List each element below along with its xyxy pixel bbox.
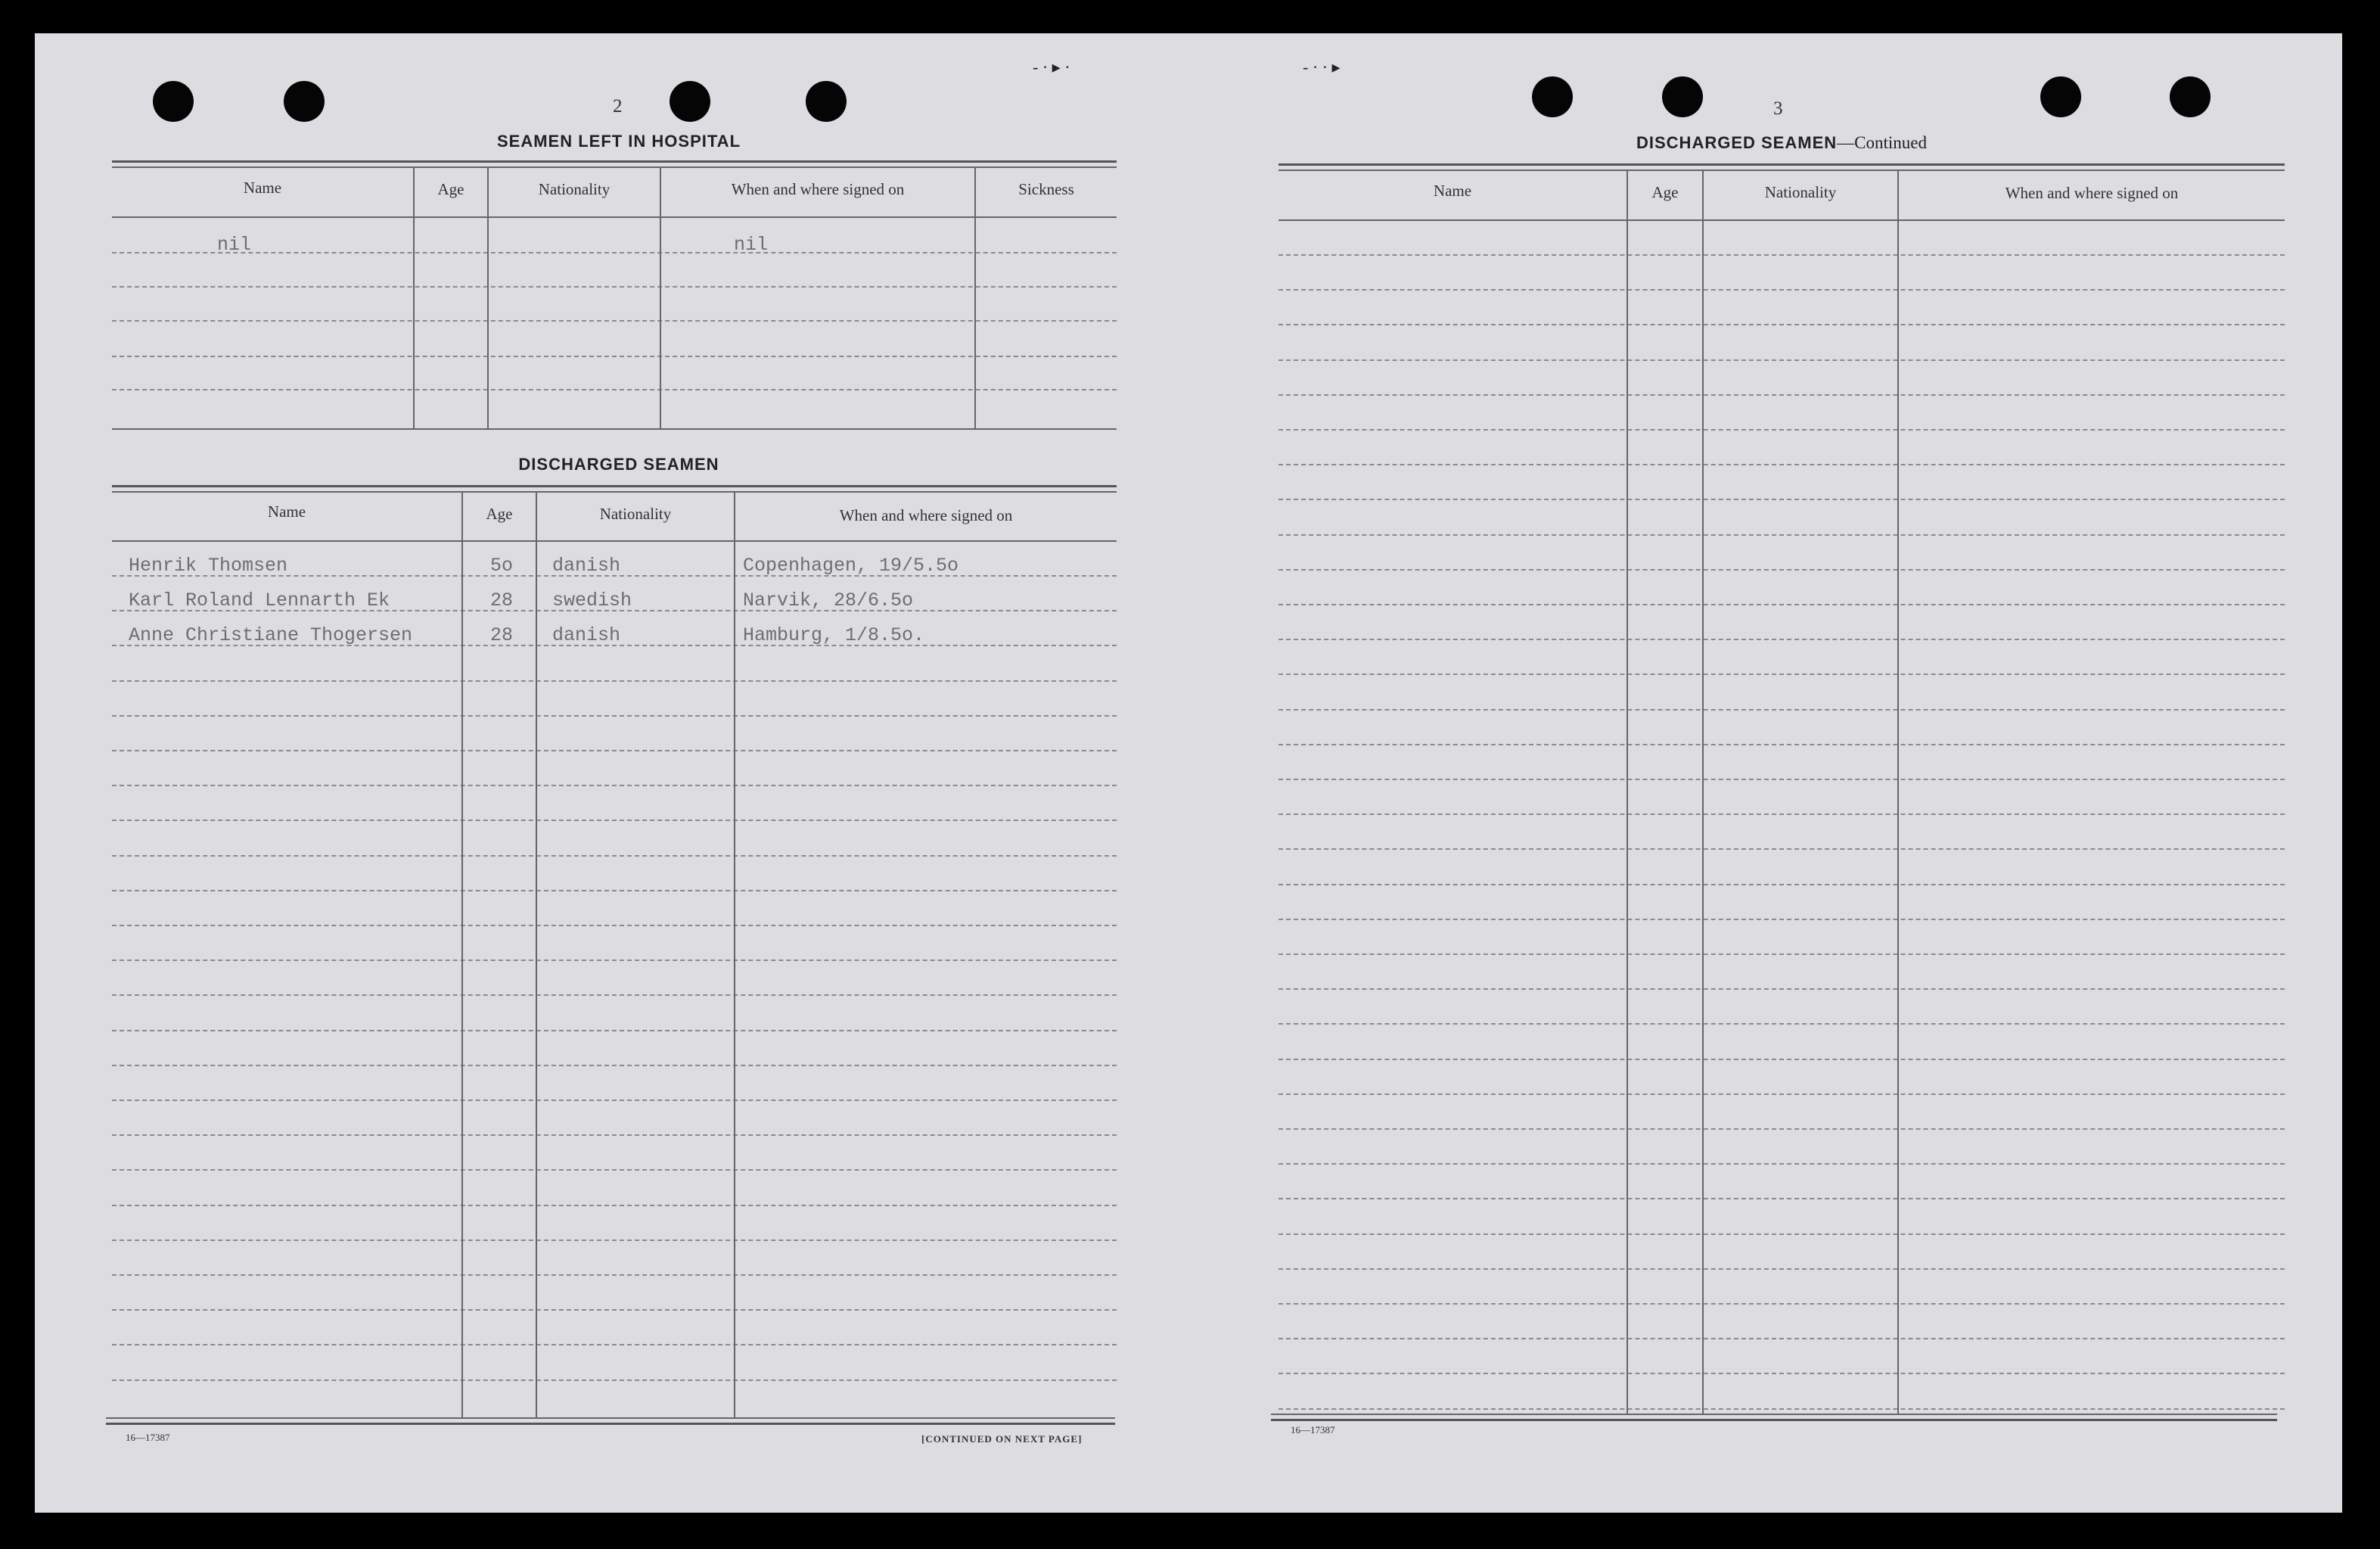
ruled-line xyxy=(1279,324,2285,325)
right-col-nationality: Nationality xyxy=(1764,183,1837,201)
seaman-row-3-nationality: danish xyxy=(552,624,621,646)
ruled-line xyxy=(112,960,1117,961)
continued-note: [CONTINUED ON NEXT PAGE] xyxy=(921,1433,1083,1445)
punch-hole xyxy=(284,81,325,122)
discharged-col-signed-on: When and where signed on xyxy=(839,506,1013,524)
punch-hole xyxy=(153,81,194,122)
seaman-row-2-signed-on: Narvik, 28/6.5o xyxy=(743,589,914,611)
hospital-row-signed-on: nil xyxy=(734,234,769,256)
ruled-line xyxy=(1279,988,2285,990)
page-number: 2 xyxy=(613,96,623,117)
ruled-line xyxy=(1279,953,2285,955)
ruled-line xyxy=(1279,1268,2285,1270)
ruled-line xyxy=(112,1309,1117,1311)
ruled-line xyxy=(1279,1408,2285,1410)
ruled-line xyxy=(112,680,1117,682)
ruled-line xyxy=(1279,1373,2285,1374)
discharged-continued-title xyxy=(1279,133,2285,153)
seaman-row-2-age: 28 xyxy=(490,589,514,611)
ruled-line xyxy=(1279,1023,2285,1025)
punch-hole xyxy=(2040,76,2081,117)
page-number: 3 xyxy=(1773,98,1783,119)
ruled-line xyxy=(1279,1093,2285,1095)
ruled-line xyxy=(112,715,1117,717)
seaman-row-1-name: Henrik Thomsen xyxy=(129,555,288,577)
ruled-line xyxy=(1279,1303,2285,1305)
ruled-line xyxy=(112,1240,1117,1241)
punch-hole xyxy=(2170,76,2211,117)
hospital-section-title: SEAMEN LEFT IN HOSPITAL xyxy=(496,132,741,151)
discharged-col-nationality: Nationality xyxy=(599,505,672,523)
ruled-line xyxy=(1279,1163,2285,1165)
ruled-line xyxy=(1279,779,2285,780)
ruled-line xyxy=(1279,464,2285,465)
seaman-row-3-age: 28 xyxy=(490,624,514,646)
form-number: 16—17387 xyxy=(1291,1424,1335,1435)
right-col-name: Name xyxy=(1433,182,1472,200)
seaman-row-1-age: 5o xyxy=(490,555,514,577)
ruled-line xyxy=(112,1344,1117,1345)
ruled-line xyxy=(112,855,1117,857)
ruled-line xyxy=(1279,499,2285,500)
ruled-line xyxy=(1279,289,2285,291)
seaman-row-2-name: Karl Roland Lennarth Ek xyxy=(129,589,390,611)
ruled-line xyxy=(1279,848,2285,850)
ruled-line xyxy=(1279,1233,2285,1235)
ruled-line xyxy=(1279,1128,2285,1130)
ruled-line xyxy=(112,1205,1117,1206)
ruled-line xyxy=(112,1030,1117,1031)
seaman-row-1-nationality: danish xyxy=(552,555,621,577)
ruled-line xyxy=(112,1379,1117,1381)
seaman-row-3-signed-on: Hamburg, 1/8.5o. xyxy=(743,624,925,646)
ruled-line xyxy=(112,890,1117,891)
form-number: 16—17387 xyxy=(126,1432,170,1443)
ruled-line xyxy=(1279,429,2285,431)
ruled-line xyxy=(1279,709,2285,711)
ruled-line xyxy=(1279,534,2285,536)
ruled-line xyxy=(1279,639,2285,640)
seaman-row-2-nationality: swedish xyxy=(552,589,632,611)
ruled-line xyxy=(1279,744,2285,745)
punch-hole xyxy=(1662,76,1703,117)
ruled-line xyxy=(1279,1059,2285,1060)
hospital-col-age: Age xyxy=(437,180,465,198)
ruled-line xyxy=(112,1134,1117,1136)
title-main: DISCHARGED SEAMEN xyxy=(1636,133,1838,152)
punch-hole xyxy=(806,81,847,122)
punch-hole xyxy=(670,81,710,122)
ruled-line xyxy=(112,1100,1117,1101)
ruled-line xyxy=(1279,254,2285,256)
punch-hole xyxy=(1532,76,1573,117)
hospital-row-name: nil xyxy=(217,234,252,256)
hospital-col-nationality: Nationality xyxy=(538,180,611,198)
seaman-row-1-signed-on: Copenhagen, 19/5.5o xyxy=(743,555,959,577)
ruled-line xyxy=(112,785,1117,786)
top-mark-left: - · ▸ · xyxy=(1033,58,1070,76)
ruled-line xyxy=(1279,569,2285,571)
discharged-col-age: Age xyxy=(486,505,513,523)
ruled-line xyxy=(1279,359,2285,361)
ruled-line xyxy=(112,820,1117,821)
ruled-line xyxy=(112,1169,1117,1171)
ruled-line xyxy=(1279,884,2285,885)
title-suffix: —Continued xyxy=(1837,133,1927,152)
right-col-signed-on: When and where signed on xyxy=(2005,184,2179,202)
discharged-col-name: Name xyxy=(267,502,306,521)
ruled-line xyxy=(112,1065,1117,1066)
ruled-line xyxy=(1279,673,2285,675)
ruled-line xyxy=(1279,1338,2285,1339)
discharged-section-title: DISCHARGED SEAMEN xyxy=(518,455,719,474)
ruled-line xyxy=(1279,1198,2285,1199)
ruled-line xyxy=(112,994,1117,996)
ruled-line xyxy=(1279,394,2285,396)
right-col-age: Age xyxy=(1651,183,1679,201)
hospital-col-sickness: Sickness xyxy=(1018,180,1074,198)
ruled-line xyxy=(1279,919,2285,920)
top-mark-right: - · · ▸ xyxy=(1303,58,1341,76)
ruled-line xyxy=(1279,604,2285,605)
ruled-line xyxy=(112,925,1117,926)
ruled-line xyxy=(112,750,1117,751)
hospital-col-signed-on: When and where signed on xyxy=(731,180,905,198)
hospital-col-name: Name xyxy=(243,179,282,197)
ruled-line xyxy=(112,1274,1117,1276)
seaman-row-3-name: Anne Christiane Thogersen xyxy=(129,624,413,646)
ruled-line xyxy=(1279,813,2285,815)
